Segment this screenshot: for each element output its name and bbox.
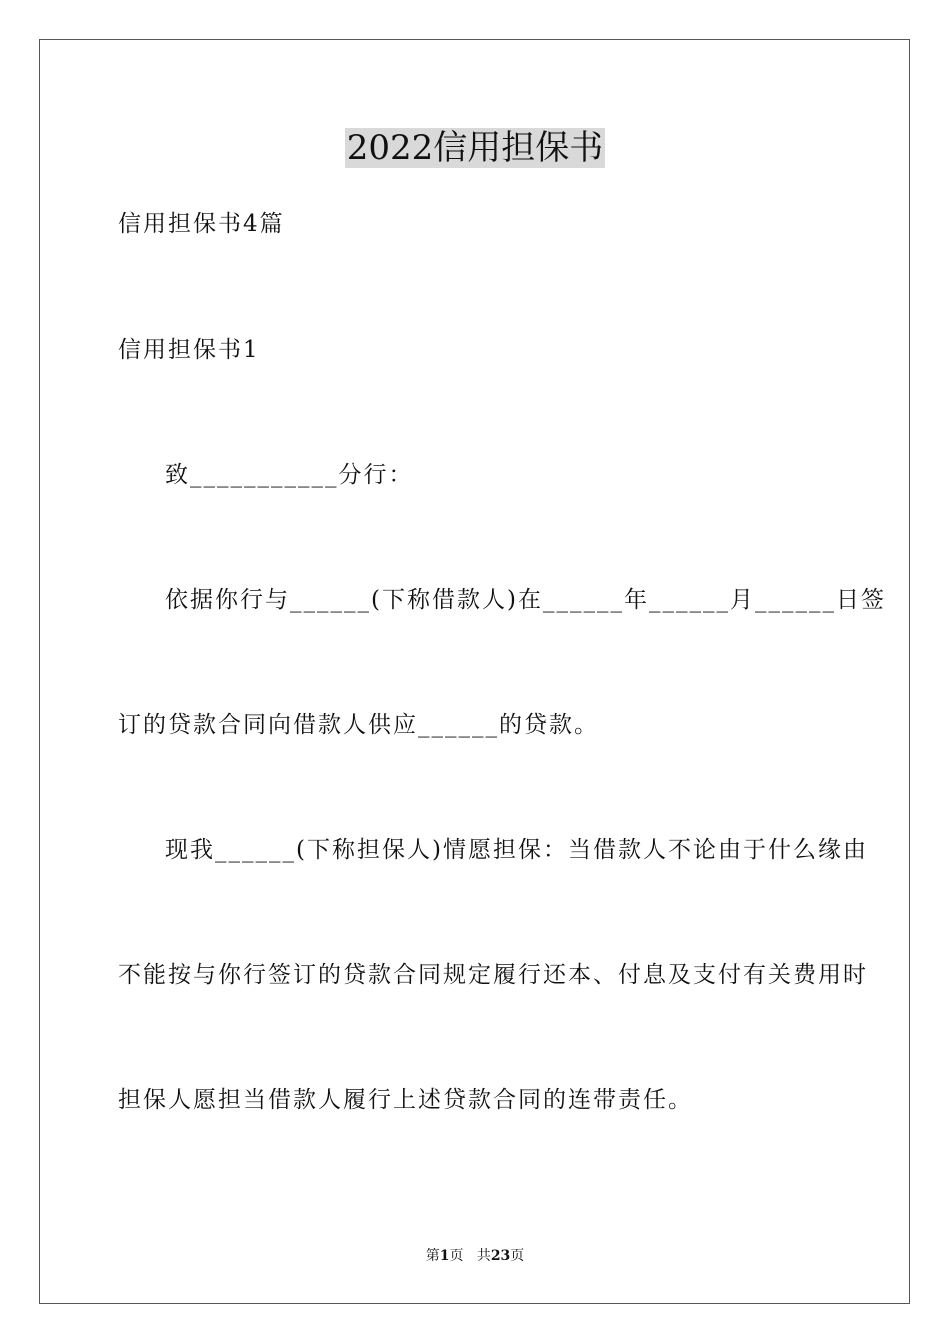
footer-page-number: 1 [439, 1248, 450, 1264]
footer-page-prefix: 第 [425, 1248, 440, 1264]
paragraph-line: 订的贷款合同向借款人供应______的贷款。 [118, 712, 599, 738]
section-heading: 信用担保书1 [118, 337, 260, 363]
paragraph-line: 不能按与你行签订的贷款合同规定履行还本、付息及支付有关费用时 [118, 962, 868, 988]
footer-total-pages: 23 [490, 1248, 511, 1264]
page-footer [0, 1247, 950, 1265]
salutation-line: 致___________分行： [165, 462, 414, 488]
paragraph-line: 依据你行与______(下称借款人)在______年______月______日签 [165, 587, 886, 613]
subtitle-line: 信用担保书4篇 [118, 211, 285, 237]
footer-page-suffix: 页 [449, 1248, 464, 1264]
title-container [0, 128, 950, 168]
footer-total-prefix: 共 [476, 1248, 491, 1264]
paragraph-line: 现我______(下称担保人)情愿担保：当借款人不论由于什么缘由 [165, 837, 868, 863]
footer-total-suffix: 页 [510, 1248, 525, 1264]
paragraph-line: 担保人愿担当借款人履行上述贷款合同的连带责任。 [118, 1087, 693, 1113]
document-title: 2022信用担保书 [346, 128, 604, 168]
